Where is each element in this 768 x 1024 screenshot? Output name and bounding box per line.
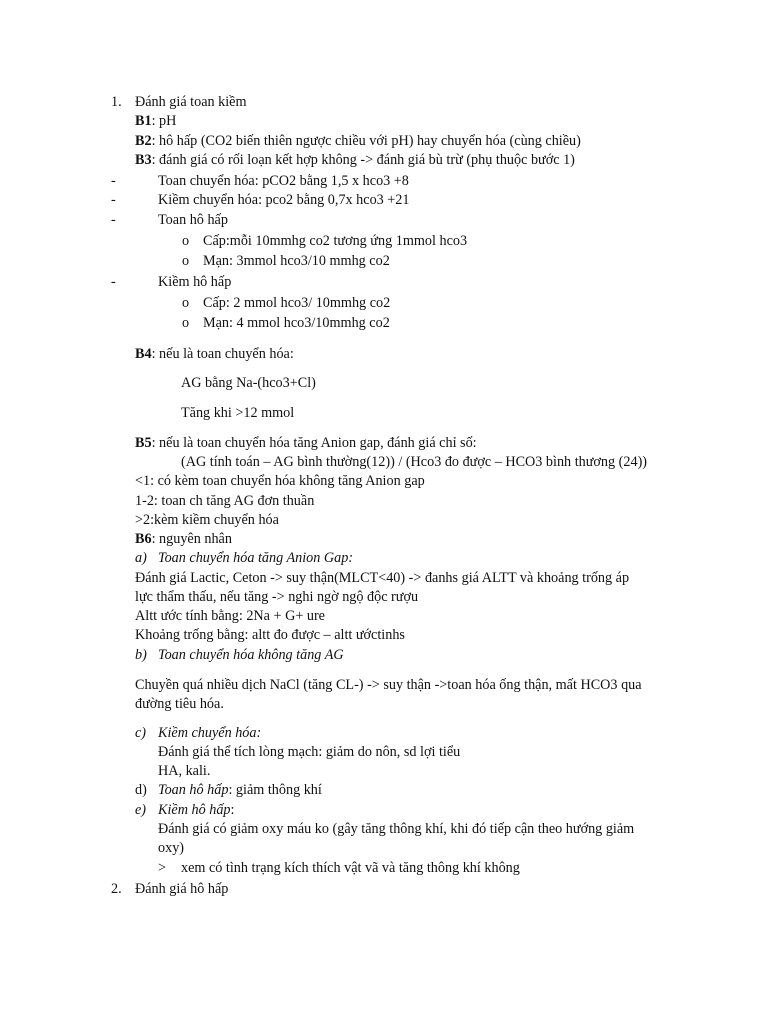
step-b5 [135, 434, 477, 453]
item-e-line: oxy) [158, 840, 185, 856]
step-b4-label: B4 [135, 346, 152, 362]
sub-list-item: Cấp: 2 mmol hco3/ 10mmhg co2 [203, 295, 391, 311]
item-a-line: Khoảng trống bằng: altt đo được – altt ướctinhs [135, 627, 405, 643]
item-c-marker: c) [135, 725, 147, 741]
step-b3-label: B3 [135, 152, 152, 168]
b5-formula: (AG tính toán – AG bình thường(12)) / (Hco3 đo được – HCO3 bình thương (24)) [181, 454, 648, 470]
item-b-title: Toan chuyển hóa không tăng AG [158, 647, 344, 663]
sub-list-item: Cấp:mỗi 10mmhg co2 tương ứng 1mmol hco3 [203, 233, 468, 249]
circle-bullet: o [182, 315, 190, 331]
item-c-line: HA, kali. [158, 763, 211, 779]
arrow-bullet: > [158, 860, 167, 876]
item-e-sub: xem có tình trạng kích thích vật vã và tăng thông khí không [181, 860, 520, 876]
step-b2-text: : hô hấp (CO2 biến thiên ngược chiều với pH) hay chuyển hóa (cùng chiều) [151, 133, 581, 149]
sub-list-item: Mạn: 3mmol hco3/10 mmhg co2 [203, 253, 390, 269]
item-e-marker: e) [135, 802, 147, 818]
item-c-title: Kiềm chuyển hóa: [158, 725, 262, 741]
item-e [158, 801, 234, 820]
sub-list-item: Mạn: 4 mmol hco3/10mmhg co2 [203, 315, 390, 331]
list-item: Toan hô hấp [158, 212, 228, 228]
step-b1-label: B1 [135, 113, 152, 129]
circle-bullet: o [182, 295, 190, 311]
circle-bullet: o [182, 253, 190, 269]
step-b1-text: : pH [151, 113, 177, 129]
step-b1 [135, 112, 176, 131]
step-b6 [135, 530, 232, 549]
b4-line: Tăng khi >12 mmol [181, 405, 295, 421]
item-a-line: Altt ước tính bằng: 2Na + G+ ure [135, 608, 325, 624]
section-1-title: Đánh giá toan kiềm [135, 94, 247, 110]
item-d [158, 781, 322, 800]
step-b6-text: : nguyên nhân [151, 531, 232, 547]
b5-result: <1: có kèm toan chuyển hóa không tăng Anion gap [135, 473, 425, 489]
item-e-title: Kiềm hô hấp [158, 802, 231, 818]
item-e-line: Đánh giá có giảm oxy máu ko (gây tăng thông khí, khi đó tiếp cận theo hướng giảm [158, 821, 635, 837]
step-b6-label: B6 [135, 531, 152, 547]
list-item: Kiềm hô hấp [158, 274, 232, 290]
item-a-marker: a) [135, 550, 147, 566]
dash-bullet: - [111, 274, 116, 290]
step-b2-label: B2 [135, 133, 152, 149]
step-b3 [135, 151, 575, 170]
dash-bullet: - [111, 192, 116, 208]
item-b-line: đường tiêu hóa. [135, 696, 224, 712]
step-b5-label: B5 [135, 435, 152, 451]
b5-result: >2:kèm kiềm chuyển hóa [135, 512, 279, 528]
dash-bullet: - [111, 173, 116, 189]
item-e-colon: : [230, 802, 235, 818]
step-b4-text: : nếu là toan chuyển hóa: [151, 346, 294, 362]
circle-bullet: o [182, 233, 190, 249]
b5-result: 1-2: toan ch tăng AG đơn thuần [135, 493, 315, 509]
section-1-number: 1. [111, 94, 122, 110]
item-a-line: lực thẩm thấu, nếu tăng -> nghi ngờ ngộ độc rượu [135, 589, 419, 605]
item-b-marker: b) [135, 647, 147, 663]
item-d-title: Toan hô hấp [158, 782, 229, 798]
step-b2 [135, 132, 581, 151]
step-b5-text: : nếu là toan chuyển hóa tăng Anion gap, đánh giá chỉ số: [151, 435, 477, 451]
section-2-title: Đánh giá hô hấp [135, 881, 229, 897]
item-a-line: Đánh giá Lactic, Ceton -> suy thận(MLCT<40) -> đanhs giá ALTT và khoảng trống áp [135, 570, 630, 586]
step-b4 [135, 345, 294, 364]
b4-line: AG bằng Na-(hco3+Cl) [181, 375, 316, 391]
item-c-line: Đánh giá thể tích lòng mạch: giảm do nôn, sd lợi tiểu [158, 744, 461, 760]
list-item: Toan chuyển hóa: pCO2 bằng 1,5 x hco3 +8 [158, 173, 409, 189]
dash-bullet: - [111, 212, 116, 228]
item-d-text: : giảm thông khí [228, 782, 322, 798]
item-d-marker: d) [135, 782, 147, 798]
list-item: Kiềm chuyển hóa: pco2 bằng 0,7x hco3 +21 [158, 192, 410, 208]
section-2-number: 2. [111, 881, 122, 897]
item-a-title: Toan chuyển hóa tăng Anion Gap: [158, 550, 354, 566]
step-b3-text: : đánh giá có rối loạn kết hợp không -> đánh giá bù trừ (phụ thuộc bước 1) [151, 152, 575, 168]
item-b-line: Chuyền quá nhiều dịch NaCl (tăng CL-) -> suy thận ->toan hóa ống thận, mất HCO3 qua [135, 677, 642, 693]
